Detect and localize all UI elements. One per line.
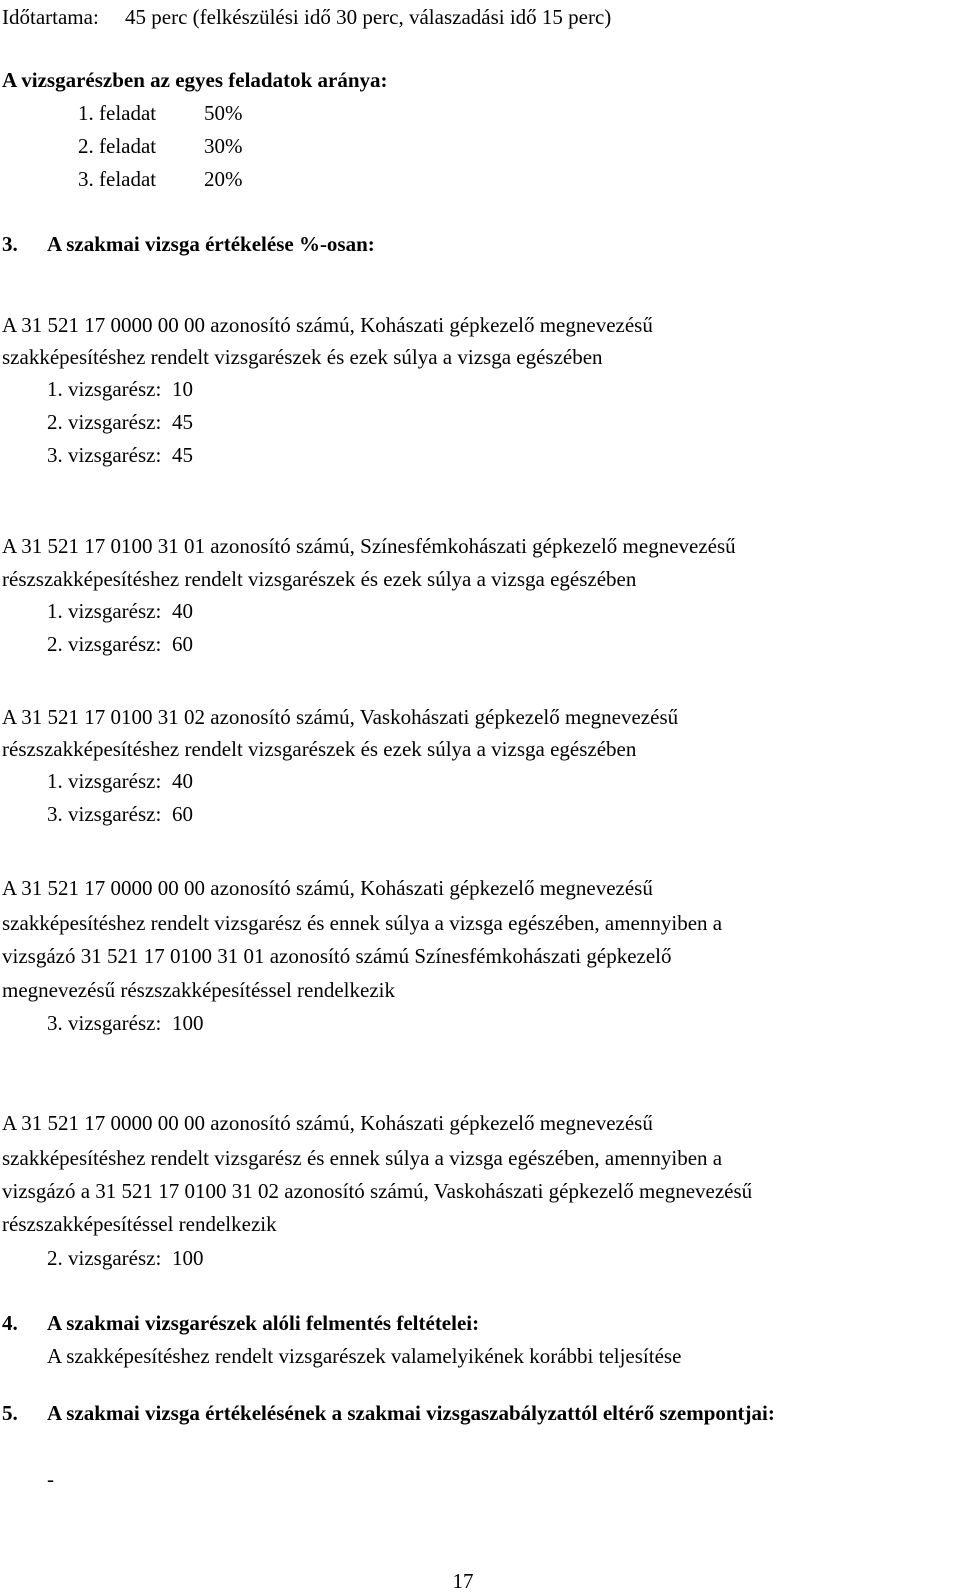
- exam-part-label: 1. vizsgarész:: [47, 769, 162, 793]
- page-number: 17: [452, 1569, 474, 1593]
- block-4-line: vizsgázó 31 521 17 0100 31 01 azonosító számú Színesfémkohászati gépkezelő: [2, 944, 672, 968]
- exam-part-label: 1. vizsgarész:: [47, 377, 162, 401]
- exam-part-label: 2. vizsgarész:: [47, 632, 162, 656]
- section-title: A szakmai vizsga értékelése %-osan:: [47, 232, 375, 256]
- exam-part-value: 60: [172, 632, 193, 656]
- exam-part-label: 2. vizsgarész:: [47, 1246, 162, 1270]
- exam-part-label: 3. vizsgarész:: [47, 802, 162, 826]
- block-2-line: A 31 521 17 0100 31 01 azonosító számú, Színesfémkohászati gépkezelő megnevezésű: [2, 534, 736, 558]
- exam-part: [47, 442, 193, 468]
- exam-part-value: 40: [172, 769, 193, 793]
- section-number: 4.: [2, 1311, 18, 1335]
- section-title: A szakmai vizsga értékelésének a szakmai vizsgaszabályzattól eltérő szempontjai:: [47, 1401, 775, 1425]
- duration-line: [2, 4, 611, 30]
- proportion-value: 50%: [204, 101, 243, 125]
- exam-part: [47, 376, 193, 402]
- exam-part-value: 100: [172, 1011, 204, 1035]
- proportion-item: [78, 100, 243, 126]
- section-5-heading: [2, 1400, 775, 1426]
- block-5-line: vizsgázó a 31 521 17 0100 31 02 azonosító számú, Vaskohászati gépkezelő megnevezésű: [2, 1179, 753, 1203]
- exam-part-label: 1. vizsgarész:: [47, 599, 162, 623]
- exam-part: [47, 1010, 204, 1036]
- exam-part-value: 60: [172, 802, 193, 826]
- section-5-body: -: [47, 1467, 54, 1491]
- exam-part-value: 45: [172, 443, 193, 467]
- section-3-heading: [2, 231, 375, 257]
- proportion-item: [78, 166, 243, 192]
- exam-part-value: 40: [172, 599, 193, 623]
- block-1-line: szakképesítéshez rendelt vizsgarészek és ezek súlya a vizsga egészében: [2, 345, 603, 369]
- proportion-label: 3. feladat: [78, 167, 157, 191]
- block-3-line: részszakképesítéshez rendelt vizsgarészek és ezek súlya a vizsga egészében: [2, 737, 637, 761]
- proportion-item: [78, 133, 243, 159]
- exam-part-value: 10: [172, 377, 193, 401]
- proportion-label: 2. feladat: [78, 134, 157, 158]
- block-1-line: A 31 521 17 0000 00 00 azonosító számú, Kohászati gépkezelő megnevezésű: [2, 313, 653, 337]
- section-4-heading: [2, 1310, 479, 1336]
- block-5-line: részszakképesítéssel rendelkezik: [2, 1212, 277, 1236]
- block-4-line: A 31 521 17 0000 00 00 azonosító számú, Kohászati gépkezelő megnevezésű: [2, 876, 653, 900]
- proportions-heading: A vizsgarészben az egyes feladatok aránya:: [2, 68, 388, 92]
- section-title: A szakmai vizsgarészek alóli felmentés feltételei:: [47, 1311, 480, 1335]
- block-2-line: részszakképesítéshez rendelt vizsgarészek és ezek súlya a vizsga egészében: [2, 567, 637, 591]
- exam-part: [47, 409, 193, 435]
- exam-part-value: 100: [172, 1246, 204, 1270]
- exam-part: [47, 801, 193, 827]
- proportion-label: 1. feladat: [78, 101, 157, 125]
- duration-value: 45 perc (felkészülési idő 30 perc, válaszadási idő 15 perc): [125, 5, 612, 29]
- exam-part-label: 2. vizsgarész:: [47, 410, 162, 434]
- exam-part: [47, 768, 193, 794]
- exam-part: [47, 631, 193, 657]
- proportion-value: 30%: [204, 134, 243, 158]
- exam-part: [47, 1245, 204, 1271]
- section-number: 5.: [2, 1401, 18, 1425]
- duration-label: Időtartama:: [2, 5, 99, 29]
- proportion-value: 20%: [204, 167, 243, 191]
- block-4-line: megnevezésű részszakképesítéssel rendelkezik: [2, 978, 395, 1002]
- exam-part-value: 45: [172, 410, 193, 434]
- exam-part-label: 3. vizsgarész:: [47, 443, 162, 467]
- section-number: 3.: [2, 232, 18, 256]
- block-3-line: A 31 521 17 0100 31 02 azonosító számú, Vaskohászati gépkezelő megnevezésű: [2, 705, 679, 729]
- block-5-line: A 31 521 17 0000 00 00 azonosító számú, Kohászati gépkezelő megnevezésű: [2, 1111, 653, 1135]
- block-5-line: szakképesítéshez rendelt vizsgarész és ennek súlya a vizsga egészében, amennyiben a: [2, 1146, 723, 1170]
- exam-part-label: 3. vizsgarész:: [47, 1011, 162, 1035]
- exam-part: [47, 598, 193, 624]
- section-4-body: A szakképesítéshez rendelt vizsgarészek valamelyikének korábbi teljesítése: [47, 1344, 682, 1368]
- block-4-line: szakképesítéshez rendelt vizsgarész és ennek súlya a vizsga egészében, amennyiben a: [2, 911, 723, 935]
